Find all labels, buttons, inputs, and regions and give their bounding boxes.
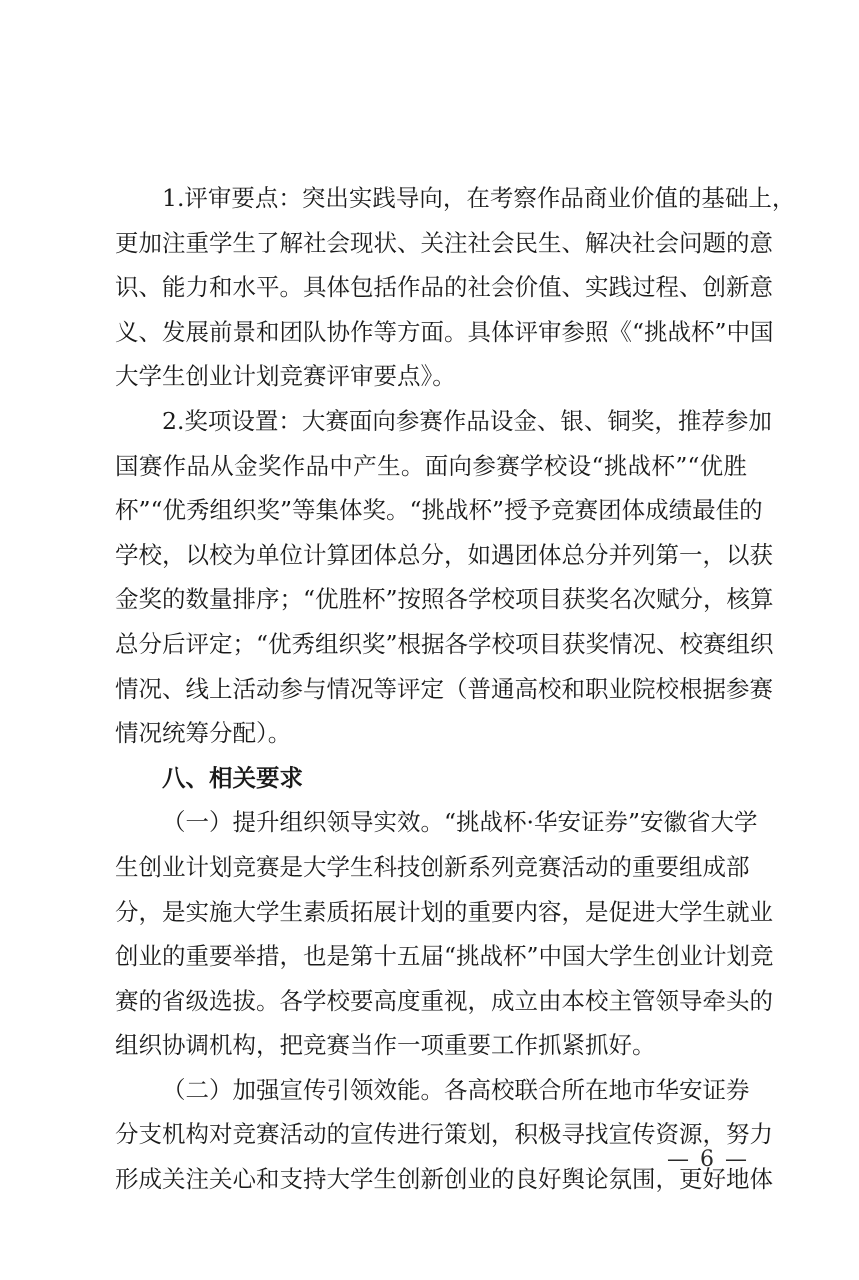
text-line: 情况、线上活动参与情况等评定（普通高校和职业院校根据参赛 [115, 674, 773, 703]
paragraph-organization-leadership [115, 800, 774, 1068]
page-number: — 6 — [667, 1147, 749, 1172]
text-line: （二）加强宣传引领效能。各高校联合所在地市华安证券 [162, 1075, 750, 1104]
text-line: 形成关注关心和支持大学生创新创业的良好舆论氛围，更好地体 [115, 1165, 773, 1194]
text-line: 情况统筹分配）。 [115, 719, 292, 748]
text-line: 国赛作品从金奖作品中产生。面向参赛学校设“挑战杯”“优胜 [115, 451, 747, 480]
paragraph-review-points [115, 176, 796, 399]
text-line: 识、能力和水平。具体包括作品的社会价值、实践过程、创新意 [115, 273, 773, 302]
text-line: 总分后评定；“优秀组织奖”根据各学校项目获奖情况、校赛组织 [115, 629, 774, 658]
text-line: 2.奖项设置：大赛面向参赛作品设金、银、铜奖，推荐参加 [162, 406, 772, 435]
text-line: 义、发展前景和团队协作等方面。具体评审参照《“挑战杯”中国 [115, 317, 774, 346]
text-line: 1.评审要点：突出实践导向，在考察作品商业价值的基础上， [162, 184, 796, 212]
text-line: 创业的重要举措，也是第十五届“挑战杯”中国大学生创业计划竞 [115, 942, 774, 971]
text-line: 分，是实施大学生素质拓展计划的重要内容，是促进大学生就业 [115, 897, 773, 926]
document-body [115, 176, 796, 1202]
text-line: （一）提升组织领导实效。“挑战杯·华安证券”安徽省大学 [162, 808, 758, 837]
text-line: 分支机构对竞赛活动的宣传进行策划，积极寻找宣传资源，努力 [115, 1120, 773, 1149]
text-line: 大学生创业计划竞赛评审要点》。 [115, 362, 456, 391]
text-line: 学校，以校为单位计算团体总分，如遇团体总分并列第一，以获 [115, 540, 773, 569]
text-line: 金奖的数量排序；“优胜杯”按照各学校项目获奖名次赋分，核算 [115, 585, 774, 614]
text-line: 更加注重学生了解社会现状、关注社会民生、解决社会问题的意 [115, 228, 773, 257]
text-line: 生创业计划竞赛是大学生科技创新系列竞赛活动的重要组成部 [115, 852, 750, 881]
paragraph-publicity [115, 1068, 773, 1202]
text-line: 赛的省级选拔。各学校要高度重视，成立由本校主管领导牵头的 [115, 986, 773, 1015]
text-line: 杯”“优秀组织奖”等集体奖。“挑战杯”授予竞赛团体成绩最佳的 [115, 496, 763, 525]
paragraph-award-settings [115, 399, 774, 756]
text-line: 组织协调机构，把竞赛当作一项重要工作抓紧抓好。 [115, 1031, 656, 1060]
section-heading: 八、相关要求 [162, 763, 303, 792]
